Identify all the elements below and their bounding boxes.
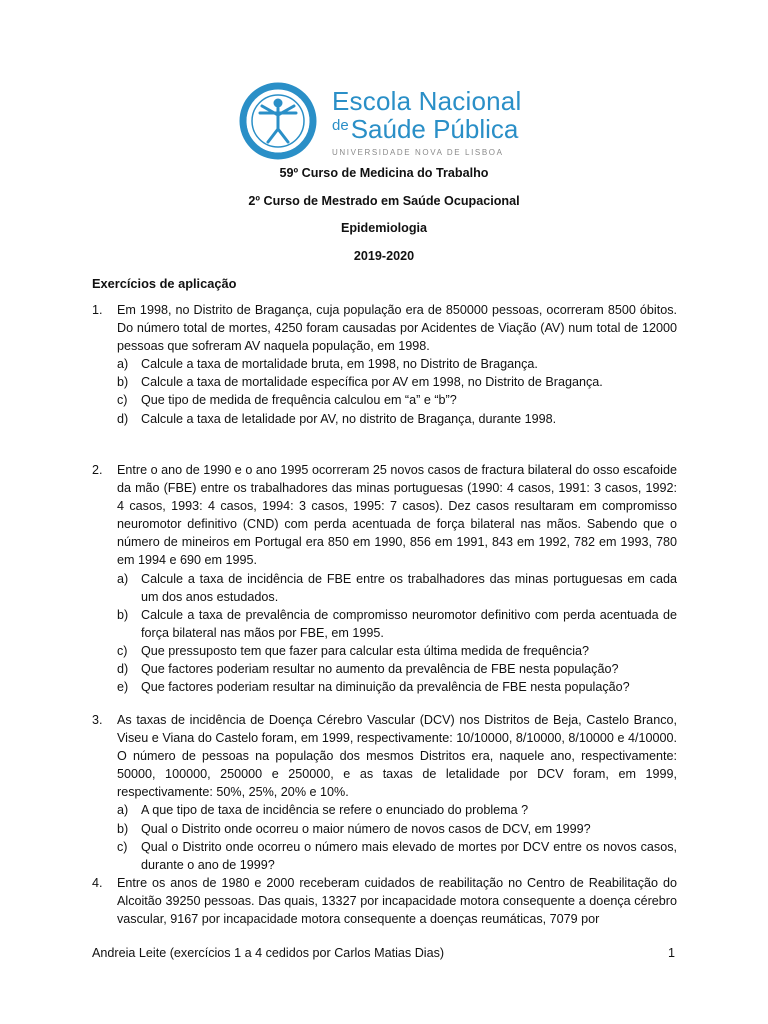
exercise-text: As taxas de incidência de Doença Cérebro Vascular (DCV) nos Distritos de Beja, Castelo Branco, Viseu e Viana do Castelo foram, em 1999, respectivamente: 10/10000, 8/10000, 8/10000 e 4/10000. O número de pessoas na população dos mesmos Distritos era, naquele ano, respectivamente: 50000, 100000, 250000 e 250000, e as taxas de letalidade por DCV foram, em 1999, respectivamente: 50%, 25%, 20% e 10%. <box>117 713 677 800</box>
question-text: Que factores poderiam resultar no aumento da prevalência de FBE nesta população? <box>141 662 619 677</box>
exercise-text: Em 1998, no Distrito de Bragança, cuja população era de 850000 pessoas, ocorreram 8500 óbitos. Do número total de mortes, 4250 foram causadas por Acidentes de Viação (AV) num total de 12000 pessoas que sofreram AV naquela população, em 1998. <box>117 303 677 354</box>
exercise-number: 2. <box>92 463 103 477</box>
question-text: Qual o Distrito onde ocorreu o maior número de novos casos de DCV, em 1999? <box>141 821 591 836</box>
exercise-3 <box>92 711 677 928</box>
exercise-questions <box>92 355 677 427</box>
question-item <box>117 660 677 678</box>
course-title-2: 2º Curso de Mestrado em Saúde Ocupacional <box>248 194 520 208</box>
page-number: 1 <box>668 946 676 960</box>
question-item <box>117 606 677 642</box>
question-label: d) <box>117 662 129 677</box>
exercise-2 <box>92 461 677 696</box>
subject-title: Epidemiologia <box>340 221 428 235</box>
question-label: e) <box>117 680 129 695</box>
exercise-4-statement <box>92 874 677 928</box>
exercise-statement <box>92 711 677 801</box>
school-logo <box>236 82 522 160</box>
question-label: b) <box>117 375 129 390</box>
question-item <box>117 678 677 696</box>
question-label: a) <box>117 571 129 586</box>
question-item <box>117 391 677 409</box>
question-label: d) <box>117 411 129 426</box>
logo-line1: Escola Nacional <box>332 86 522 116</box>
question-text: Calcule a taxa de mortalidade específica por AV em 1998, no Distrito de Bragança. <box>141 375 603 390</box>
question-text: Calcule a taxa de mortalidade bruta, em 1998, no Distrito de Bragança. <box>141 357 538 372</box>
question-item <box>117 570 677 606</box>
question-text: Que pressuposto tem que fazer para calcular esta última medida de frequência? <box>141 643 590 658</box>
question-text: Calcule a taxa de prevalência de compromisso neuromotor definitivo com perda acentuada de força bilateral nas mãos por FBE, em 1995. <box>141 607 677 640</box>
exercise-questions <box>92 801 677 873</box>
question-text: Calcule a taxa de letalidade por AV, no distrito de Bragança, durante 1998. <box>141 411 557 426</box>
question-text: Calcule a taxa de incidência de FBE entre os trabalhadores das minas portuguesas em cada um dos anos estudados. <box>141 571 677 604</box>
section-title: Exercícios de aplicação <box>92 276 237 291</box>
question-item <box>117 820 677 838</box>
vitruvian-emblem-icon <box>236 82 320 160</box>
exercise-text: Entre o ano de 1990 e o ano 1995 ocorreram 25 novos casos de fractura bilateral do osso escafoide da mão (FBE) entre os trabalhadores das minas portuguesas (1990: 4 casos, 1991: 3 casos, 1992: 4 casos, 1993: 4 casos, 1994: 3 casos, 1995: 7 casos). Dez casos resultaram em compromisso neuromotor definitivo (CND) com perda acentuada de força bilateral nas mãos. Sabendo que o número de mineiros em Portugal era 850 em 1990, 856 em 1991, 843 em 1992, 782 em 1993, 780 em 1994 e 690 em 1995. <box>117 463 677 568</box>
exercise-number: 3. <box>92 713 103 727</box>
question-text: Qual o Distrito onde ocorreu o número mais elevado de mortes por DCV entre os novos casos, durante o ano de 1999? <box>141 839 677 872</box>
exercise-1 <box>92 301 677 428</box>
question-label: c) <box>117 839 128 854</box>
logo-line2-prefix: de <box>332 117 349 134</box>
exercise-text: Entre os anos de 1980 e 2000 receberam cuidados de reabilitação no Centro de Reabilitação do Alcoitão 39250 pessoas. Das quais, 13327 por incapacidade motora consequente a doença cérebro vascular, 9167 por incapacidade motora consequente a doenças reumáticas, 7079 por <box>117 875 677 927</box>
question-item <box>117 373 677 391</box>
question-label: c) <box>117 393 128 408</box>
exercise-number: 1. <box>92 303 103 317</box>
question-item <box>117 801 677 819</box>
question-text: Que tipo de medida de frequência calculou em “a” e “b”? <box>141 393 457 408</box>
question-item <box>117 355 677 373</box>
question-text: Que factores poderiam resultar na diminuição da prevalência de FBE nesta população? <box>141 680 630 695</box>
footer-author: Andreia Leite (exercícios 1 a 4 cedidos por Carlos Matias Dias) <box>92 946 445 960</box>
question-label: b) <box>117 821 129 836</box>
course-title-1: 59º Curso de Medicina do Trabalho <box>279 166 489 180</box>
exercise-questions <box>92 570 677 697</box>
question-label: c) <box>117 643 128 658</box>
exercise-number: 4. <box>92 875 103 890</box>
exercise-statement <box>92 301 677 355</box>
question-label: a) <box>117 357 129 372</box>
question-item <box>117 642 677 660</box>
question-text: A que tipo de taxa de incidência se refere o enunciado do problema ? <box>141 803 529 818</box>
logo-line2 <box>332 114 518 145</box>
logo-subtitle: UNIVERSIDADE NOVA DE LISBOA <box>332 148 504 157</box>
question-item <box>117 410 677 428</box>
question-label: b) <box>117 607 129 622</box>
logo-line2-main: Saúde Pública <box>350 114 519 144</box>
academic-year: 2019-2020 <box>353 249 415 263</box>
question-label: a) <box>117 803 129 818</box>
exercise-statement <box>92 461 677 570</box>
question-item <box>117 838 677 874</box>
